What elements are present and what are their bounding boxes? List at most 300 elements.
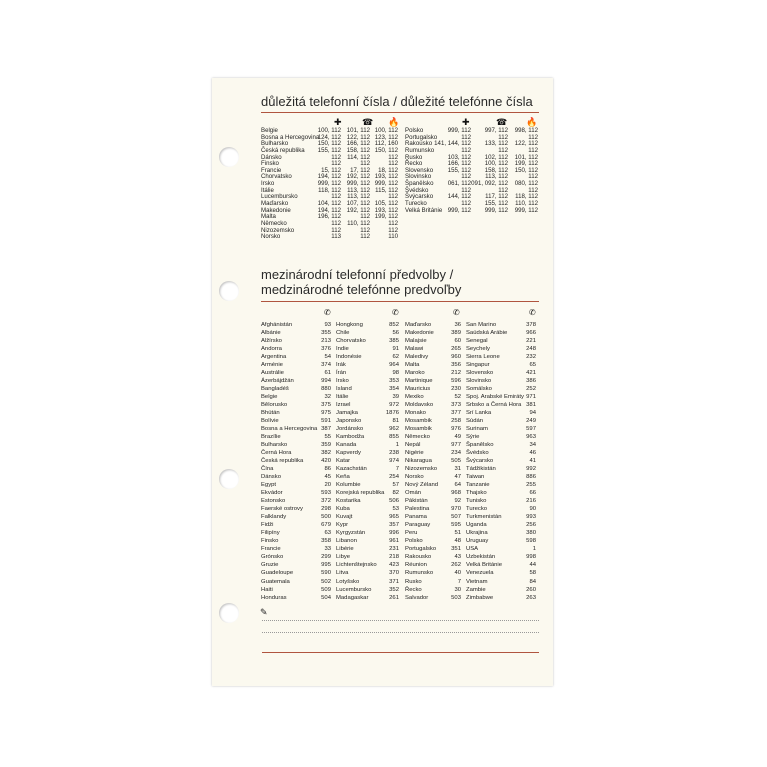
country-name: Makedonie <box>261 206 291 214</box>
list-item <box>261 425 331 433</box>
country-name: Tádžikistán <box>466 466 496 473</box>
dialing-code: 34 <box>529 442 536 449</box>
punch-hole <box>219 147 239 167</box>
list-item <box>336 553 399 561</box>
list-item <box>336 481 399 489</box>
ambulance-number: 17, 112 <box>350 166 370 174</box>
country-name: Bulharsko <box>261 442 288 449</box>
list-item <box>336 433 399 441</box>
note-line[interactable] <box>262 632 539 633</box>
fire-number: 193, 112 <box>374 173 398 181</box>
country-name: Izrael <box>336 402 351 409</box>
dialing-code: 93 <box>324 322 331 328</box>
dialing-code: 381 <box>526 402 536 409</box>
list-item <box>466 369 536 377</box>
country-name: Filipíny <box>261 530 280 537</box>
country-name: Írán <box>336 370 347 377</box>
dialing-code: 298 <box>321 506 331 513</box>
dialing-code: 58 <box>529 570 536 577</box>
list-item <box>405 409 461 417</box>
fire-number: 112, 160 <box>374 140 398 148</box>
list-item <box>336 569 399 577</box>
dialing-code: 357 <box>389 522 399 529</box>
dialing-code: 852 <box>389 322 399 328</box>
country-name: Zimbabwe <box>466 594 494 601</box>
dialing-code: 378 <box>526 322 536 328</box>
country-name: Španělsko <box>466 442 494 449</box>
list-item <box>405 473 461 481</box>
list-item <box>261 377 331 385</box>
list-item <box>336 449 399 457</box>
country-name: Mauricius <box>405 386 431 393</box>
dialing-code: 98 <box>392 370 399 377</box>
police-number: 118, 112 <box>318 186 341 194</box>
list-item <box>261 361 331 369</box>
country-name: Palestina <box>405 506 430 513</box>
fire-icon: 🔥 <box>388 117 400 127</box>
table-row <box>261 155 399 162</box>
country-name: Chorvatsko <box>336 338 366 345</box>
list-item <box>466 465 536 473</box>
country-name: Irsko <box>336 378 349 385</box>
list-item <box>336 529 399 537</box>
prefix-column-2 <box>336 321 399 602</box>
list-item <box>466 417 536 425</box>
police-number: 194, 112 <box>317 206 341 214</box>
dialing-code: 94 <box>529 410 536 417</box>
ambulance-number: 158, 112 <box>484 166 508 174</box>
police-number: 141, 144, 112 <box>434 140 471 148</box>
list-item <box>466 594 536 602</box>
dialing-code: 598 <box>526 538 536 545</box>
dialing-code: 56 <box>392 330 399 337</box>
country-name: Zambie <box>466 586 486 593</box>
dialing-code: 41 <box>529 458 536 465</box>
fire-number: 998, 112 <box>514 127 538 134</box>
ambulance-number: 107, 112 <box>346 200 370 208</box>
dialing-code: 258 <box>451 418 461 425</box>
dialing-code: 213 <box>321 338 331 345</box>
dialing-code: 420 <box>321 458 331 465</box>
dialing-code: 260 <box>526 586 536 593</box>
list-item <box>466 473 536 481</box>
dialing-code: 230 <box>451 386 461 393</box>
country-name: Fidži <box>261 522 274 529</box>
dialing-code: 63 <box>324 530 331 537</box>
dialing-code: 998 <box>526 554 536 561</box>
police-number: 112 <box>461 200 471 208</box>
dialing-code: 965 <box>389 514 399 521</box>
country-name: Lichtenštejnsko <box>336 562 377 569</box>
country-name: Česká republika <box>261 146 305 154</box>
country-name: Egypt <box>261 482 277 489</box>
dialing-code: 886 <box>526 474 536 481</box>
list-item <box>261 449 331 457</box>
country-name: Kypr <box>336 522 349 529</box>
ambulance-number: 112 <box>360 160 370 168</box>
prefix-column-3 <box>405 321 461 602</box>
list-item <box>336 321 399 329</box>
country-name: Grónsko <box>261 554 284 561</box>
list-item <box>405 377 461 385</box>
country-name: Surinam <box>466 426 488 433</box>
dialing-code: 880 <box>321 386 331 393</box>
dialing-code: 62 <box>392 354 399 361</box>
ambulance-number: 999, 112 <box>484 206 508 214</box>
police-number: 144, 112 <box>447 193 471 201</box>
dialing-code: 39 <box>392 394 399 401</box>
table-row <box>405 208 538 215</box>
dialing-code: 370 <box>389 570 399 577</box>
police-number: 100, 112 <box>317 127 341 134</box>
dialing-code: 960 <box>451 354 461 361</box>
list-item <box>466 385 536 393</box>
list-item <box>336 441 399 449</box>
fire-number: 101, 112 <box>514 153 538 161</box>
list-item <box>466 401 536 409</box>
punch-hole <box>219 281 239 301</box>
police-number: 113 <box>331 233 341 241</box>
police-cross-icon: ✚ <box>334 117 342 127</box>
list-item <box>261 489 331 497</box>
country-name: Bosna a Hercegovina <box>261 133 320 141</box>
list-item <box>261 393 331 401</box>
dialing-code: 505 <box>451 458 461 465</box>
dialing-code: 20 <box>324 482 331 489</box>
dialing-code: 961 <box>389 538 399 545</box>
dialing-code: 249 <box>526 418 536 425</box>
country-name: Černá Hora <box>261 450 292 457</box>
ambulance-number: 112 <box>360 226 370 234</box>
country-name: Portugalsko <box>405 133 438 141</box>
dialing-code: 371 <box>389 578 399 585</box>
dialing-code: 509 <box>321 586 331 593</box>
list-item <box>466 329 536 337</box>
country-name: Bulharsko <box>261 140 289 148</box>
dialing-code: 218 <box>389 554 399 561</box>
country-name: Indonésie <box>336 354 362 361</box>
dialing-code: 32 <box>324 394 331 401</box>
dialing-code: 33 <box>324 546 331 553</box>
dialing-code: 1876 <box>385 410 399 417</box>
country-name: Chile <box>336 330 350 337</box>
country-name: Čína <box>261 466 274 473</box>
fire-number: 110, 112 <box>515 200 538 208</box>
punch-hole <box>219 603 239 623</box>
country-name: Libanon <box>336 538 357 545</box>
dialing-code: 49 <box>454 434 461 441</box>
country-name: Kanada <box>336 442 357 449</box>
dialing-code: 354 <box>389 386 399 393</box>
country-name: Nový Zéland <box>405 482 439 489</box>
ambulance-number: 112 <box>498 186 508 194</box>
dialing-code: 43 <box>454 554 461 561</box>
country-name: Uzbekistán <box>466 554 496 561</box>
country-name: Seychely <box>466 346 490 353</box>
country-name: Albánie <box>261 330 281 337</box>
note-rule <box>262 652 539 653</box>
police-number: 999, 112 <box>317 180 341 188</box>
prefix-column-1 <box>261 321 331 602</box>
list-item <box>261 561 331 569</box>
list-item <box>261 553 331 561</box>
dialing-code: 975 <box>321 410 331 417</box>
police-number: 112 <box>331 193 341 201</box>
police-number: 112 <box>461 133 471 141</box>
country-name: Nepál <box>405 442 421 449</box>
list-item <box>336 545 399 553</box>
list-item <box>261 409 331 417</box>
list-item <box>261 545 331 553</box>
country-name: Slovensko <box>405 166 434 174</box>
list-item <box>405 353 461 361</box>
ambulance-number: 102, 112 <box>484 153 508 161</box>
country-name: Haiti <box>261 586 273 593</box>
dialing-code: 353 <box>389 378 399 385</box>
dialing-code: 232 <box>526 354 536 361</box>
country-name: San Marino <box>466 322 497 328</box>
list-item <box>336 393 399 401</box>
fire-number: 999, 112 <box>514 206 538 214</box>
dialing-code: 65 <box>529 362 536 369</box>
country-name: Afghánistán <box>261 322 293 328</box>
country-name: Spoj. Arabské Emiráty <box>466 394 524 401</box>
list-item <box>466 529 536 537</box>
dialing-code: 61 <box>324 370 331 377</box>
country-name: Rusko <box>405 153 423 161</box>
list-item <box>336 337 399 345</box>
police-number: 104, 112 <box>317 200 341 208</box>
pencil-icon: ✎ <box>260 607 268 617</box>
country-name: Dánsko <box>261 153 282 161</box>
police-number: 112 <box>331 160 341 168</box>
country-name: Řecko <box>405 160 423 168</box>
dialing-code: 596 <box>451 378 461 385</box>
dialing-code: 963 <box>526 434 536 441</box>
dialing-code: 352 <box>389 586 399 593</box>
country-name: Tanzanie <box>466 482 490 489</box>
phone-handset-icon: ✆ <box>324 308 331 317</box>
country-name: Malajsie <box>405 338 427 345</box>
dialing-code: 970 <box>451 506 461 513</box>
list-item <box>405 321 461 329</box>
country-name: Mosambik <box>405 426 432 433</box>
list-item <box>261 594 331 602</box>
title-rule <box>261 112 539 113</box>
list-item <box>405 345 461 353</box>
country-name: Turkmenistán <box>466 514 502 521</box>
country-name: Rusko <box>405 578 422 585</box>
country-name: Falklandy <box>261 514 287 521</box>
dialing-code: 423 <box>389 562 399 569</box>
list-item <box>466 561 536 569</box>
dialing-code: 968 <box>451 490 461 497</box>
emergency-numbers-title: důležitá telefonní čísla / důležité telefónne čísla <box>261 94 533 109</box>
dialing-code: 421 <box>526 370 536 377</box>
list-item <box>405 425 461 433</box>
country-name: Madagaskar <box>336 594 369 601</box>
police-number: 155, 112 <box>447 166 471 174</box>
ambulance-number: 158, 112 <box>346 146 370 154</box>
police-number: 124, 112 <box>317 133 341 141</box>
list-item <box>405 361 461 369</box>
list-item <box>261 369 331 377</box>
ambulance-number: 112 <box>498 146 508 154</box>
country-name: Bangladéš <box>261 386 289 393</box>
title-rule <box>261 301 539 302</box>
country-name: Slovinsko <box>405 173 432 181</box>
list-item <box>336 465 399 473</box>
dialing-code: 60 <box>454 338 461 345</box>
list-item <box>261 513 331 521</box>
dialing-code: 248 <box>526 346 536 353</box>
country-name: Řecko <box>405 586 422 593</box>
list-item <box>405 586 461 594</box>
list-item <box>466 393 536 401</box>
note-line[interactable] <box>262 620 539 621</box>
country-name: Súdán <box>466 418 484 425</box>
list-item <box>466 513 536 521</box>
dialing-code: 51 <box>454 530 461 537</box>
police-number: 999, 112 <box>447 206 471 214</box>
dialing-code: 375 <box>321 402 331 409</box>
country-name: Itálie <box>336 394 349 401</box>
dialing-code: 994 <box>321 378 331 385</box>
prefix-title-line2: medzinárodné telefónne predvoľby <box>261 282 462 297</box>
dialing-code: 30 <box>454 586 461 593</box>
list-item <box>405 505 461 513</box>
dialing-code: 679 <box>321 522 331 529</box>
dialing-code: 57 <box>392 482 399 489</box>
dialing-code: 55 <box>324 434 331 441</box>
list-item <box>405 553 461 561</box>
dialing-code: 1 <box>532 546 536 553</box>
country-name: Francie <box>261 546 281 553</box>
list-item <box>466 489 536 497</box>
country-name: Maďarsko <box>261 200 289 208</box>
country-name: Venezuela <box>466 570 494 577</box>
police-number: 150, 112 <box>317 140 341 148</box>
list-item <box>336 409 399 417</box>
country-name: Faerské ostrovy <box>261 506 303 513</box>
list-item <box>405 449 461 457</box>
country-name: Ekvádor <box>261 490 283 497</box>
table-row <box>261 234 399 241</box>
list-item <box>466 377 536 385</box>
country-name: Somálsko <box>466 386 492 393</box>
dialing-code: 262 <box>451 562 461 569</box>
country-name: Brazílie <box>261 434 281 441</box>
list-item <box>405 569 461 577</box>
list-item <box>405 457 461 465</box>
list-item <box>261 345 331 353</box>
country-name: Španělsko <box>405 180 434 188</box>
list-item <box>261 473 331 481</box>
list-item <box>466 441 536 449</box>
list-item <box>405 545 461 553</box>
fire-number: 100, 112 <box>374 127 398 134</box>
list-item <box>405 594 461 602</box>
police-number: 194, 112 <box>317 173 341 181</box>
dialing-code: 216 <box>526 498 536 505</box>
phone-handset-icon: ✆ <box>529 308 536 317</box>
country-name: Malta <box>261 213 276 221</box>
country-name: Moldavsko <box>405 402 434 409</box>
country-name: Maroko <box>405 370 425 377</box>
fire-number: 118, 112 <box>515 193 538 201</box>
ambulance-number: 100, 112 <box>484 160 508 168</box>
country-name: USA <box>466 546 479 553</box>
list-item <box>466 569 536 577</box>
dialing-code: 502 <box>321 578 331 585</box>
country-name: Chorvatsko <box>261 173 292 181</box>
list-item <box>336 377 399 385</box>
list-item <box>336 329 399 337</box>
police-number: 15, 112 <box>321 166 341 174</box>
list-item <box>405 489 461 497</box>
country-name: Libye <box>336 554 351 561</box>
list-item <box>261 321 331 329</box>
country-name: Slovinsko <box>466 378 492 385</box>
country-name: Kambodža <box>336 434 365 441</box>
country-name: Singapur <box>466 362 490 369</box>
country-name: Guadeloupe <box>261 570 294 577</box>
list-item <box>405 513 461 521</box>
dialing-code: 221 <box>526 338 536 345</box>
dialing-code: 358 <box>321 538 331 545</box>
list-item <box>336 353 399 361</box>
dialing-code: 359 <box>321 442 331 449</box>
fire-number: 150, 112 <box>514 166 538 174</box>
ambulance-number: 112 <box>360 213 370 221</box>
country-name: Indie <box>336 346 349 353</box>
country-name: Belgie <box>261 127 278 134</box>
dialing-code: 386 <box>526 378 536 385</box>
country-name: Austrálie <box>261 370 284 377</box>
dialing-code: 966 <box>526 330 536 337</box>
dialing-code: 595 <box>451 522 461 529</box>
list-item <box>261 578 331 586</box>
list-item <box>466 425 536 433</box>
dialing-code: 234 <box>451 450 461 457</box>
dialing-code: 992 <box>526 466 536 473</box>
list-item <box>405 537 461 545</box>
country-name: Bolívie <box>261 418 279 425</box>
dialing-code: 254 <box>389 474 399 481</box>
country-name: Rakousko <box>405 554 432 561</box>
country-name: Turecko <box>466 506 488 513</box>
emergency-table-right <box>405 128 538 214</box>
list-item <box>261 537 331 545</box>
country-name: Kolumbie <box>336 482 361 489</box>
country-name: Makedonie <box>405 330 434 337</box>
country-name: Jordánsko <box>336 426 364 433</box>
dialing-code: 380 <box>526 530 536 537</box>
fire-number: 112 <box>528 133 538 141</box>
list-item <box>261 385 331 393</box>
police-number: 196, 112 <box>317 213 341 221</box>
list-item <box>336 497 399 505</box>
ambulance-number: 113, 112 <box>347 186 370 194</box>
country-name: Nigérie <box>405 450 424 457</box>
dialing-code: 373 <box>451 402 461 409</box>
country-name: Jamajka <box>336 410 358 417</box>
ambulance-number: 117, 112 <box>485 193 508 201</box>
list-item <box>336 578 399 586</box>
fire-number: 112 <box>388 219 398 227</box>
dialing-code: 590 <box>321 570 331 577</box>
dialing-code: 299 <box>321 554 331 561</box>
